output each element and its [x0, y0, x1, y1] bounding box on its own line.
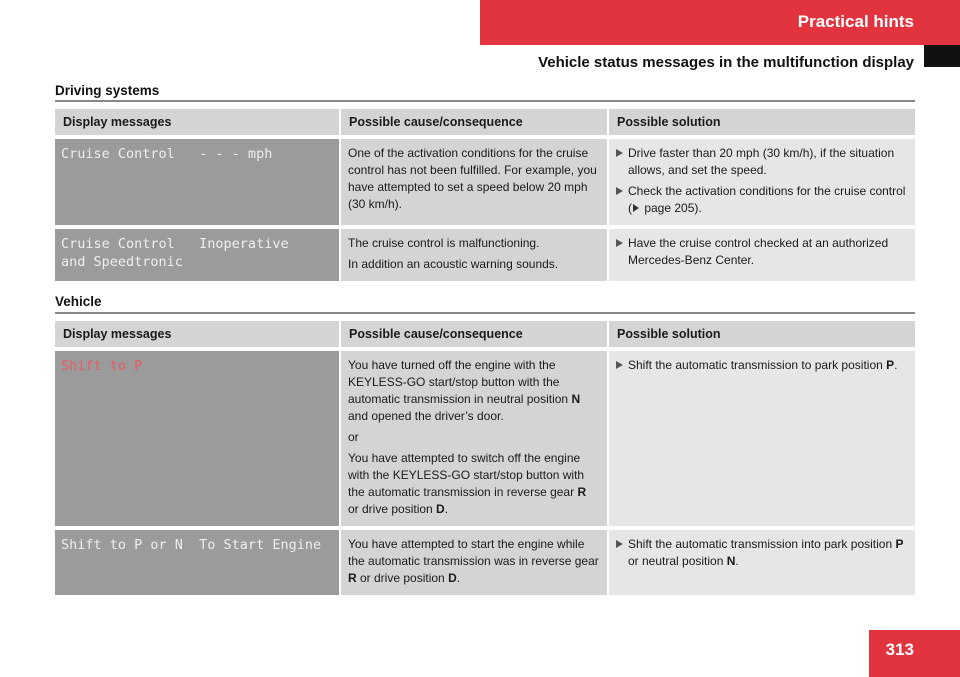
section-divider: [55, 312, 915, 314]
cause-text: The cruise control is malfunctioning.: [348, 236, 540, 250]
cause-text: or: [348, 430, 359, 444]
display-message: Cruise Control Inoperative: [61, 236, 289, 252]
solution-item: Shift the automatic transmission into park position P or neutral position N.: [616, 536, 908, 570]
page-reference-icon: [633, 204, 639, 212]
solution-cell: [607, 229, 915, 285]
cause-text: You have attempted to switch off the engine with the KEYLESS-GO start/stop button with the automatic transmission in reverse gear R or drive position D.: [348, 451, 587, 516]
driving-systems-table: [55, 109, 915, 285]
bullet-arrow-icon: [616, 187, 623, 195]
cause-cell: [339, 139, 607, 229]
section-divider: [55, 100, 915, 102]
vehicle-table: [55, 321, 915, 599]
display-message-cell: [55, 139, 339, 229]
solution-item: Drive faster than 20 mph (30 km/h), if the situation allows, and set the speed.: [616, 145, 908, 179]
cause-cell: [339, 229, 607, 285]
display-message-cell: [55, 351, 339, 530]
bullet-arrow-icon: [616, 149, 623, 157]
table-title-vehicle: Vehicle: [55, 294, 102, 309]
solution-item: Have the cruise control checked at an authorized Mercedes-Benz Center.: [616, 235, 908, 269]
column-header-cause: Possible cause/consequence: [339, 109, 607, 139]
display-message: Shift to P: [61, 358, 143, 374]
display-message: Shift to P or N To Start Engine: [61, 537, 322, 553]
header-marker: [924, 45, 960, 67]
column-header-solution: Possible solution: [607, 321, 915, 351]
bullet-arrow-icon: [616, 361, 623, 369]
solution-cell: [607, 351, 915, 530]
cause-text: One of the activation conditions for the cruise control has not been fulfilled. For example, you have attempted to set a speed below 20 mph (30 km/h).: [348, 146, 597, 211]
solution-cell: [607, 530, 915, 599]
column-header-display: Display messages: [55, 321, 339, 351]
cause-text: You have attempted to start the engine while the automatic transmission was in reverse gear R or drive position D.: [348, 537, 599, 585]
page-number: 313: [885, 640, 914, 659]
page-number-box: [869, 630, 960, 677]
display-message-line-2: and Speedtronic: [61, 254, 183, 270]
column-header-solution: Possible solution: [607, 109, 915, 139]
table-row: [55, 139, 915, 229]
table-row: [55, 530, 915, 599]
solution-item: Check the activation conditions for the cruise control ( page 205).: [616, 183, 908, 217]
cause-text: You have turned off the engine with the KEYLESS-GO start/stop button with the automatic transmission in neutral position N and opened the driver’s door.: [348, 358, 581, 423]
table-header-row: [55, 321, 915, 351]
solution-item: Shift the automatic transmission to park position P.: [616, 357, 908, 374]
solution-cell: [607, 139, 915, 229]
display-message: Cruise Control - - - mph: [61, 146, 273, 162]
bullet-arrow-icon: [616, 239, 623, 247]
table-row: [55, 351, 915, 530]
bullet-arrow-icon: [616, 540, 623, 548]
section-title: Vehicle status messages in the multifunction display: [538, 54, 914, 71]
cause-cell: [339, 530, 607, 599]
table-header-row: [55, 109, 915, 139]
cause-text: In addition an acoustic warning sounds.: [348, 257, 559, 271]
cause-cell: [339, 351, 607, 530]
display-message-cell: [55, 530, 339, 599]
table-title-driving-systems: Driving systems: [55, 83, 160, 98]
chapter-title: Practical hints: [797, 12, 914, 31]
column-header-display: Display messages: [55, 109, 339, 139]
table-row: [55, 229, 915, 285]
column-header-cause: Possible cause/consequence: [339, 321, 607, 351]
display-message-cell: [55, 229, 339, 285]
